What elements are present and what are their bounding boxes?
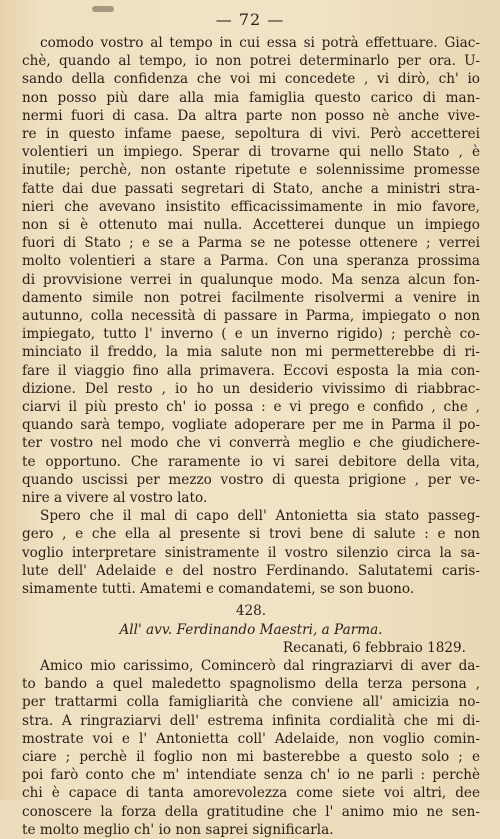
text-line: impiegato, tutto l' inverno ( e un inverno rigido) ; perchè co- [22, 326, 480, 343]
letter-postscript-paragraph [22, 507, 480, 598]
text-line: poi farò conto che m' intendiate senza ch' io ne parli : perchè [22, 767, 480, 784]
text-line: simamente tutti. Amatemi e comandatemi, se son buono. [22, 581, 415, 598]
text-line: di provvisione verrei in qualunque modo. Ma senza alcun fon- [22, 271, 480, 288]
text-line: damento simile non potrei facilmente risolvermi a venire in [22, 289, 480, 306]
text-line: to bando a quel maledetto spagnolismo della terza persona , [22, 676, 480, 693]
text-line: te opportuno. Che raramente io vi sarei debitore della vita, [22, 453, 480, 470]
text-line: stra. A ringraziarvi dell' estrema infinita cordialità che mi di- [22, 712, 480, 729]
letter-number: 428. [235, 603, 267, 620]
text-line: quando uscissi per mezzo vostro di questa prigione , per ve- [22, 471, 480, 488]
text-line: per trattarmi colla famigliarità che conviene all' amicizia no- [22, 694, 480, 711]
text-line: comodo vostro al tempo in cui essa si potrà effettuare. Giac- [40, 35, 480, 51]
text-line: voglio interpretare sinistramente il vostro silenzio circa la sa- [22, 544, 480, 561]
text-line: inutile; perchè, non ostante ripetute e solennissime promesse [22, 162, 480, 179]
page-body [22, 34, 480, 839]
text-line: ciare ; perchè il foglio non mi basterebbe a questo solo ; e [22, 748, 480, 765]
text-line: chi è capace di tanta amorevolezza come siete voi altri, dee [22, 785, 480, 802]
text-line: minciato il freddo, la mia salute non mi permetterebbe di ri- [22, 344, 480, 361]
text-line: ter vostro nel modo che vi converrà meglio e che giudichere- [22, 435, 480, 452]
text-line: volentieri un impiego. Sperar di trovarne qui nello Stato , è [22, 144, 480, 161]
text-line: nermi fuori di casa. Da altra parte non posso nè anche vive- [22, 107, 480, 124]
text-line: chè, quando al tempo, io non potrei determinarlo per ora. U- [22, 53, 480, 70]
text-line: nieri che avevano insistito efficacissimamente in mio favore, [22, 198, 480, 215]
text-line: sando della confidenza che voi mi concedete , vi dirò, ch' io [22, 71, 480, 88]
letter-addressee: All' avv. Ferdinando Maestri, a Parma. [119, 621, 383, 638]
letter-body-paragraph [22, 657, 480, 839]
text-line: fatte dai due passati segretari di Stato, anche a ministri stra- [22, 180, 480, 197]
text-line: ciarvi il più presto ch' io possa : e vi prego e confido , che , [22, 399, 480, 416]
text-line: Spero che il mal di capo dell' Antonietta sia stato passeg- [40, 508, 480, 525]
text-line: fare il viaggio fino alla primavera. Eccovi esposta la mia con- [22, 362, 480, 379]
text-line: fuori di Stato ; e se a Parma se ne potesse ottenere ; verrei [22, 235, 480, 252]
text-line: molto volentieri a stare a Parma. Con una speranza prossima [22, 253, 480, 270]
text-line: mostrate voi e l' Antonietta coll' Adelaide, non voglio comin- [22, 730, 480, 747]
text-line: quando sarà tempo, vogliate adoperare per me in Parma il po- [22, 417, 480, 434]
text-line: re in questo infame paese, sepoltura di vivi. Però accetterei [22, 126, 480, 143]
text-line: gero , e che ella al presente si trovi bene di salute : e non [22, 526, 480, 543]
text-line: conoscere la forza della gratitudine che l' animo mio ne sen- [22, 803, 480, 820]
text-line: lute dell' Adelaide e del nostro Ferdinando. Salutatemi caris- [22, 562, 480, 579]
page-number: — 72 — [215, 10, 285, 29]
text-line: non posso più dare alla mia famiglia questo carico di man- [22, 89, 480, 106]
letter-continued-paragraph [22, 34, 480, 507]
text-line: non si è ottenuto mai nulla. Accetterei dunque un impiego [22, 217, 480, 234]
text-line: te molto meglio ch' io non saprei significarla. [22, 821, 334, 838]
text-line: nire a vivere al vostro lato. [22, 490, 208, 507]
letter-place-date: Recanati, 6 febbraio 1829. [282, 639, 466, 656]
text-line: dizione. Del resto , io ho un desiderio vivissimo di riabbrac- [22, 380, 480, 397]
text-line: autunno, colla necessità di passare in Parma, impiegato o non [22, 308, 480, 325]
text-line: Amico mio carissimo, Comincerò dal ringraziarvi di aver da- [40, 657, 480, 674]
